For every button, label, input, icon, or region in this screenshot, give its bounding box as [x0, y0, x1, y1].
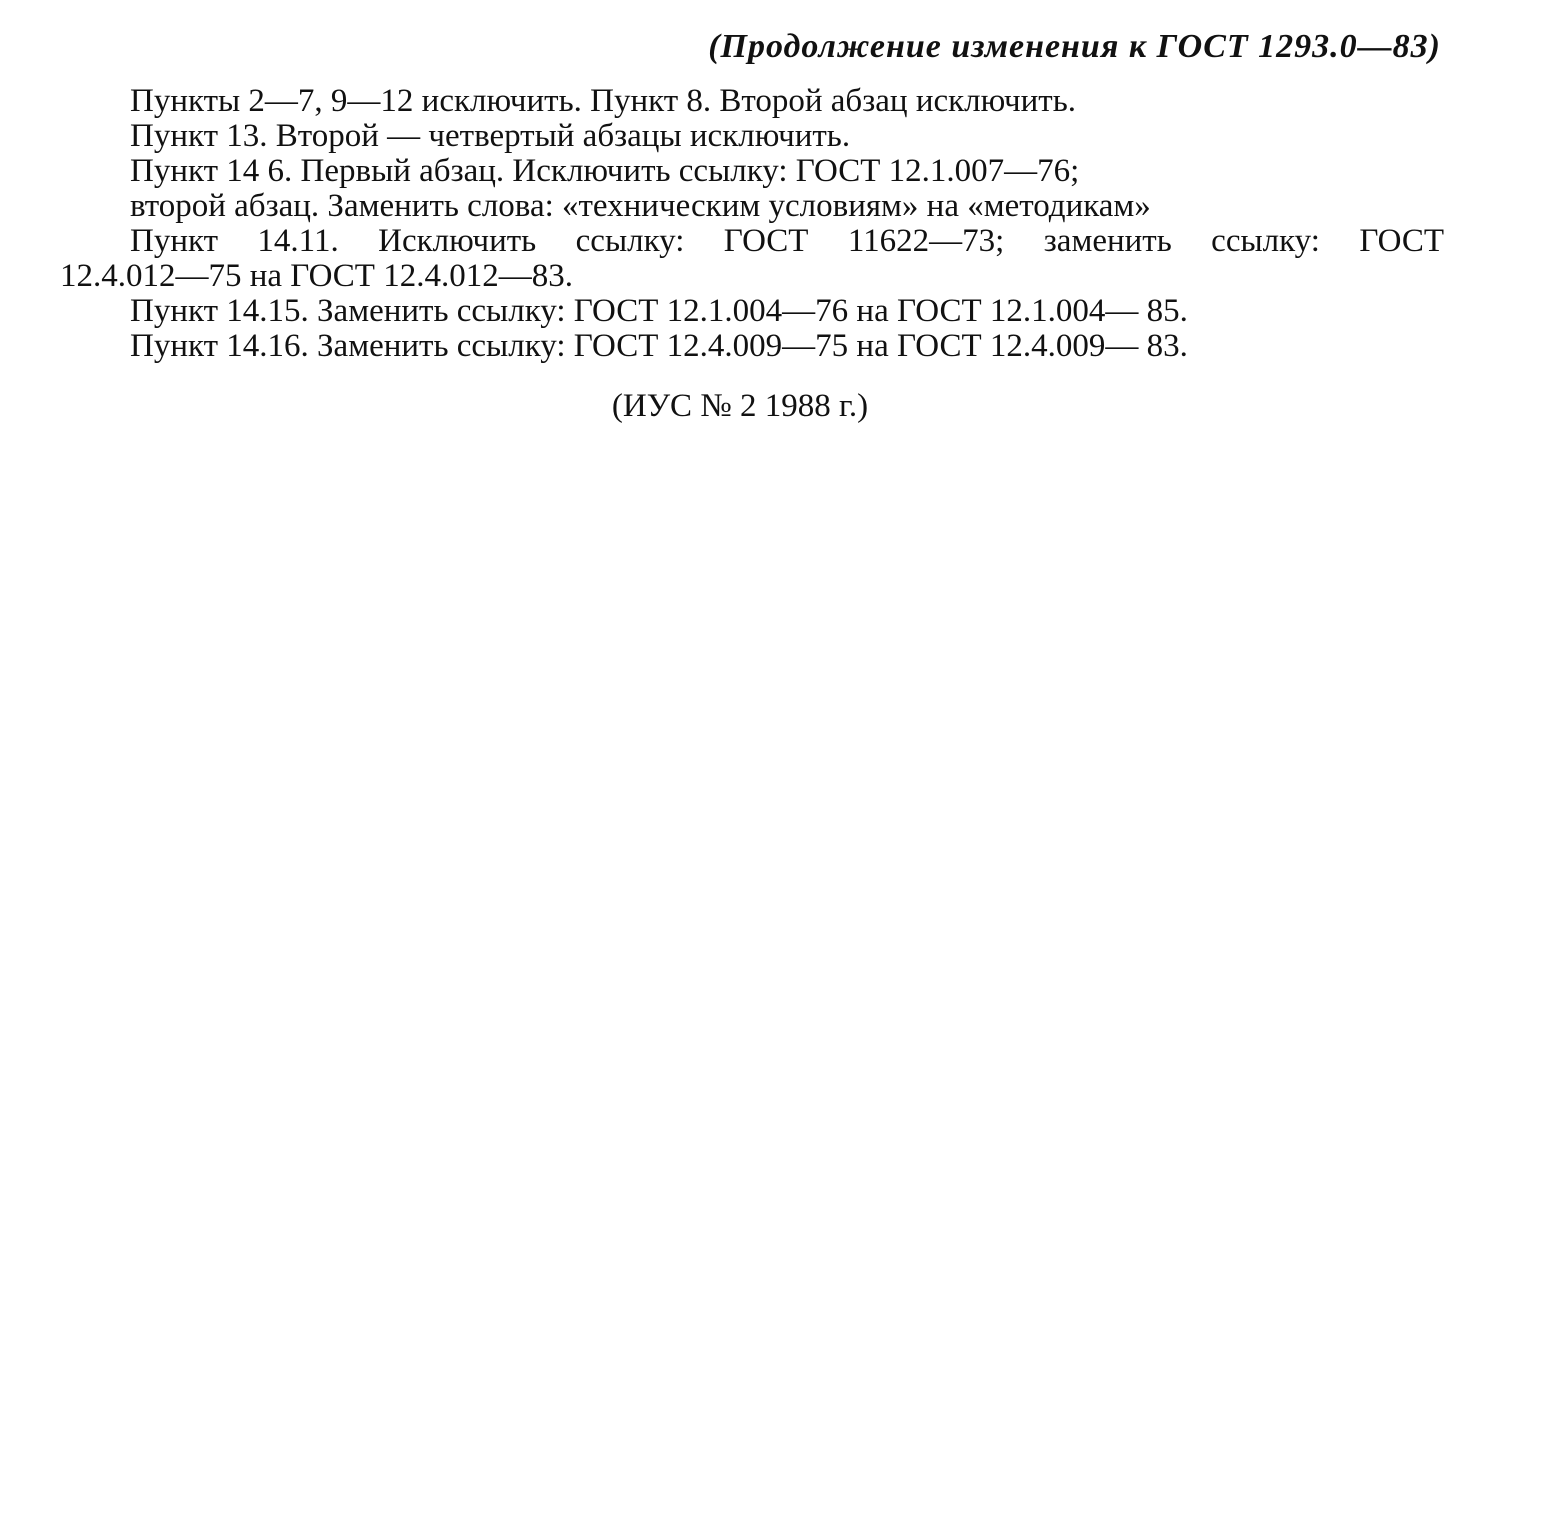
paragraph-line-3: Пункт 14 6. Первый абзац. Исключить ссылку: ГОСТ 12.1.007—76;: [130, 153, 1080, 189]
paragraph-line-2: Пункт 13. Второй — четвертый абзацы исключить.: [130, 118, 851, 154]
paragraph-line-1: Пункты 2—7, 9—12 исключить. Пункт 8. Второй абзац исключить.: [130, 83, 1076, 119]
paragraph-line-7: Пункт 14.15. Заменить ссылку: ГОСТ 12.1.004—76 на ГОСТ 12.1.004— 85.: [130, 293, 1188, 329]
paragraph-line-6: 12.4.012—75 на ГОСТ 12.4.012—83.: [60, 258, 573, 294]
paragraph-line-4: второй абзац. Заменить слова: «техническим условиям» на «методикам»: [130, 188, 1151, 224]
source-reference: (ИУС № 2 1988 г.): [611, 388, 869, 424]
paragraph-line-8: Пункт 14.16. Заменить ссылку: ГОСТ 12.4.009—75 на ГОСТ 12.4.009— 83.: [130, 328, 1188, 364]
page-header: (Продолжение изменения к ГОСТ 1293.0—83): [708, 28, 1441, 65]
amendment-text: [60, 84, 1444, 364]
paragraph-line-5: Пункт 14.11. Исключить ссылку: ГОСТ 11622—73; заменить ссылку: ГОСТ: [130, 223, 1444, 259]
